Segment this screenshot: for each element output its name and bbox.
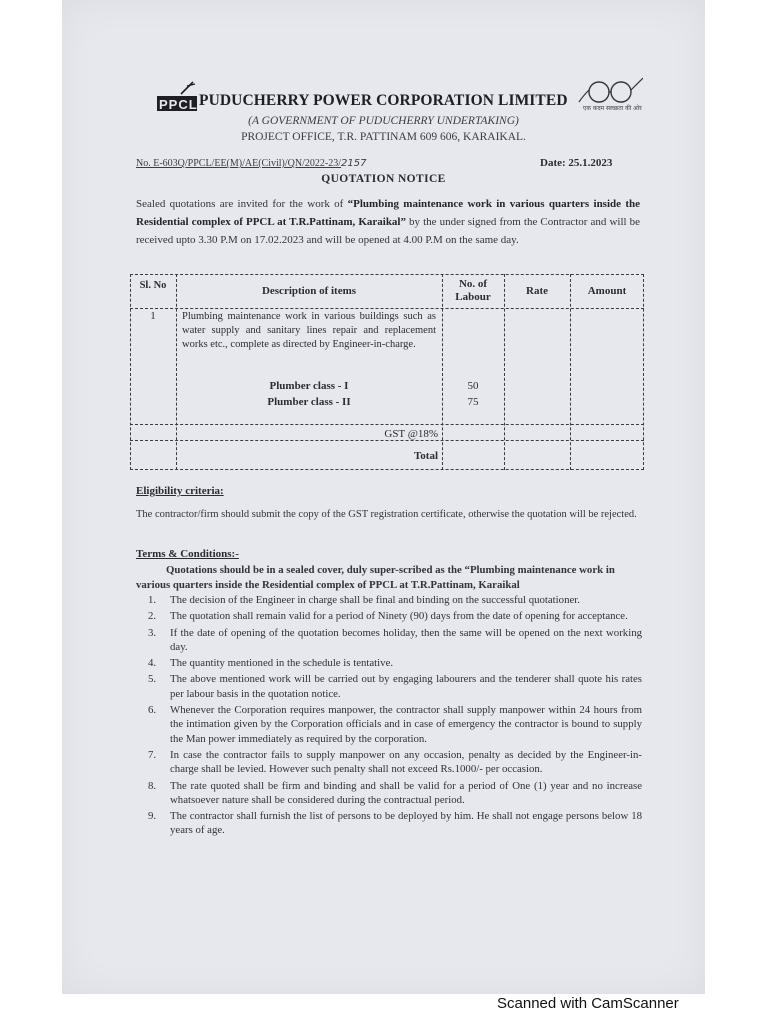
term-text: The above mentioned work will be carried out by engaging labourers and the tenderer shall quote his rates per labour basis in the quotation notice.: [170, 673, 642, 700]
terms-title: Terms & Conditions:-: [136, 548, 239, 560]
term-number: 8.: [148, 779, 157, 792]
term-text: The rate quoted shall be firm and binding and shall be valid for a period of One (1) year and no increase whatsoever nature shall be considered during the contractual period.: [170, 779, 642, 806]
reference-number-text: No. E-603Q/PPCL/EE(M)/AE(Civil)/QN/2022-23/: [136, 158, 341, 169]
plumber-class-2-label: Plumber class - II: [267, 396, 351, 408]
term-item: [138, 779, 642, 808]
reference-number: [136, 158, 366, 169]
plumber-class-2-labour: 75: [467, 396, 479, 408]
term-item: [138, 593, 642, 607]
term-item: [138, 672, 642, 701]
term-text: The contractor shall furnish the list of persons to be deployed by him. He shall not engage persons below 18 years of age.: [170, 810, 642, 837]
term-item: [138, 748, 642, 777]
table-divider: [130, 308, 644, 309]
term-text: The quantity mentioned in the schedule is tentative.: [170, 657, 394, 670]
term-number: 5.: [148, 673, 157, 686]
gst-label: GST @18%: [384, 428, 438, 440]
term-number: 2.: [148, 610, 157, 623]
term-item: [138, 609, 642, 623]
header-labour: No. of Labour: [455, 278, 491, 303]
subtitle: (A GOVERNMENT OF PUDUCHERRY UNDERTAKING): [248, 115, 519, 127]
intro-work-name: “Plumbing maintenance work in various quarters inside the Residential complex of PPCL at T.R.Pattinam, Karaikal”: [136, 198, 640, 228]
term-number: 9.: [148, 810, 157, 823]
term-text: In case the contractor fails to supply manpower on any occasion, penalty as decided by the Engineer-in-charge shall be levied. However such penalty shall not exceed Rs.1000/- per occasion.: [170, 748, 642, 776]
header-description: Description of items: [261, 285, 357, 297]
company-name: PUDUCHERRY POWER CORPORATION LIMITED: [199, 92, 568, 109]
table-divider: [130, 424, 644, 425]
intro-text-1: Sealed quotations are invited for the work of: [136, 198, 348, 210]
term-text: The decision of the Engineer in charge shall be final and binding on the successful quotationer.: [170, 594, 580, 606]
swachh-bharat-emblem: [571, 72, 643, 118]
term-number: 7.: [148, 748, 157, 761]
logo-text: PPCL: [159, 97, 198, 112]
eligibility-text: The contractor/firm should submit the copy of the GST registration certificate, otherwise the quotation will be rejected.: [136, 509, 637, 520]
terms-list: [138, 593, 642, 840]
total-label: Total: [413, 450, 438, 462]
terms-intro: Quotations should be in a sealed cover, duly super-scribed as the “Plumbing maintenance work in various quarters inside the Residential complex of PPCL at T.R.Pattinam, Karaikal: [136, 564, 615, 591]
notice-title: QUOTATION NOTICE: [321, 173, 446, 185]
notice-date: Date: 25.1.2023: [540, 157, 613, 169]
term-item: [138, 809, 642, 838]
quotation-table: [130, 274, 644, 470]
row-sl-number: 1: [150, 310, 156, 322]
intro-paragraph: [136, 195, 640, 249]
term-number: 3.: [148, 626, 157, 639]
header-rate: Rate: [526, 285, 548, 297]
term-item: [138, 656, 642, 670]
emblem-caption: एक कदम स्वच्छता की ओर: [583, 105, 642, 112]
term-item: [138, 626, 642, 655]
scanned-page: [62, 0, 705, 994]
row-description: Plumbing maintenance work in various buildings such as water supply and sanitary lines repair and replacement works etc., complete as directed by Engineer-in-charge.: [182, 311, 436, 350]
header-sl-no: Sl. No: [139, 280, 167, 291]
term-text: Whenever the Corporation requires manpower, the contractor shall supply manpower within 24 hours from the intimation given by the Corporation officials and in case of emergency the contractor is bound to supply the Man power immediately as required by the corporation.: [170, 704, 642, 745]
term-number: 6.: [148, 704, 157, 717]
scanner-watermark: Scanned with CamScanner: [497, 995, 679, 1012]
plumber-class-1-label: Plumber class - I: [269, 380, 349, 392]
term-number: 4.: [148, 657, 157, 670]
address-line: PROJECT OFFICE, T.R. PATTINAM 609 606, KARAIKAL.: [241, 131, 526, 143]
handwritten-number: 2157: [341, 158, 367, 169]
plumber-class-1-labour: 50: [467, 380, 479, 392]
header-amount: Amount: [587, 285, 627, 297]
table-divider: [130, 440, 644, 441]
eligibility-title: Eligibility criteria:: [136, 485, 224, 497]
term-item: [138, 703, 642, 746]
term-text: The quotation shall remain valid for a period of Ninety (90) days from the date of opening for acceptance.: [170, 610, 628, 623]
term-text: If the date of opening of the quotation becomes holiday, then the same will be opened on the next working day.: [170, 626, 642, 653]
term-number: 1.: [148, 594, 157, 606]
intro-text-2: by the under signed from the Contractor and will be received upto 3.30 P.M on 17.02.2023 and will be opened at 4.00 P.M on the same day.: [136, 216, 640, 246]
